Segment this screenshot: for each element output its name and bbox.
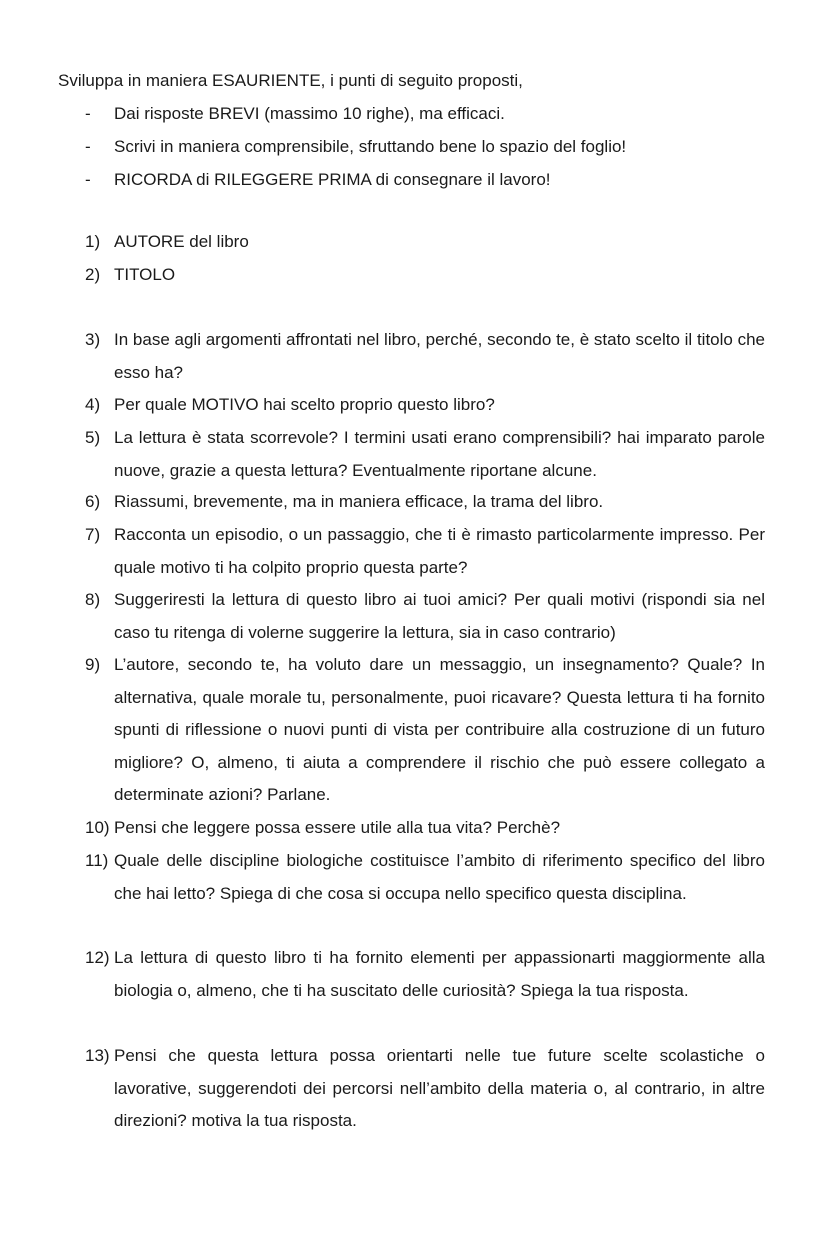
- question-item: [85, 329, 765, 394]
- instruction-item: [85, 103, 626, 136]
- question-number: 13): [85, 1046, 110, 1065]
- question-number: 2): [85, 265, 101, 284]
- question-number: 9): [85, 655, 101, 674]
- question-number: 1): [85, 232, 101, 251]
- question-item: [85, 589, 765, 654]
- question-number: 7): [85, 525, 101, 544]
- question-number: 11): [85, 851, 109, 870]
- question-number: 6): [85, 492, 101, 511]
- instruction-text: RICORDA di RILEGGERE PRIMA di consegnare il lavoro!: [114, 170, 551, 189]
- instruction-text: Dai risposte BREVI (massimo 10 righe), ma efficaci.: [114, 104, 505, 123]
- question-item: [85, 850, 765, 915]
- question-text: Pensi che questa lettura possa orientarti nelle tue future scelte scolastiche o lavorative, suggerendoti dei percorsi nell’ambito della materia o, al contrario, in altre direzioni? motiva la tua risposta.: [114, 1046, 765, 1131]
- question-number: 5): [85, 428, 101, 447]
- bullet-dash: -: [85, 170, 91, 189]
- question-text: La lettura è stata scorrevole? I termini usati erano comprensibili? hai imparato parole nuove, grazie a questa lettura? Eventualmente riportane alcune.: [114, 428, 765, 480]
- question-number: 4): [85, 395, 101, 414]
- bullet-dash: -: [85, 104, 91, 123]
- question-item: [85, 427, 765, 492]
- question-number: 3): [85, 330, 101, 349]
- question-item: [85, 947, 765, 1012]
- question-text: TITOLO: [114, 265, 176, 284]
- question-item: [85, 654, 765, 817]
- instruction-item: [85, 169, 626, 202]
- instructions-list: [85, 103, 626, 202]
- question-text: Racconta un episodio, o un passaggio, che ti è rimasto particolarmente impresso. Per quale motivo ti ha colpito proprio questa parte?: [114, 525, 765, 577]
- question-item: [85, 264, 765, 297]
- question-text: Per quale MOTIVO hai scelto proprio questo libro?: [114, 395, 495, 414]
- question-number: 10): [85, 818, 110, 837]
- question-text: Quale delle discipline biologiche costituisce l’ambito di riferimento specifico del libro che hai letto? Spiega di che cosa si occupa nello specifico questa disciplina.: [114, 851, 765, 903]
- question-item: [85, 1045, 765, 1143]
- question-text: Suggeriresti la lettura di questo libro ai tuoi amici? Per quali motivi (rispondi sia nel caso tu ritenga di volerne suggerire la lettura, sia in caso contrario): [114, 590, 765, 642]
- question-text: AUTORE del libro: [114, 232, 249, 251]
- question-item: [85, 524, 765, 589]
- question-number: 8): [85, 590, 101, 609]
- question-text: La lettura di questo libro ti ha fornito elementi per appassionarti maggiormente alla biologia o, almeno, che ti ha suscitato delle curiosità? Spiega la tua risposta.: [114, 948, 765, 1000]
- bullet-dash: -: [85, 137, 91, 156]
- instruction-text: Scrivi in maniera comprensibile, sfruttando bene lo spazio del foglio!: [114, 137, 627, 156]
- intro-text: Sviluppa in maniera ESAURIENTE, i punti di seguito proposti,: [58, 71, 523, 90]
- question-text: Pensi che leggere possa essere utile alla tua vita? Perchè?: [114, 818, 561, 837]
- instruction-item: [85, 136, 626, 169]
- question-text: L’autore, secondo te, ha voluto dare un messaggio, un insegnamento? Quale? In alternativa, quale morale tu, personalmente, puoi ricavare? Questa lettura ti ha fornito spunti di riflessione o nuovi punti di vista per contribuire alla costruzione di un futuro migliore? O, almeno, ti aiuta a comprendere il rischio che può essere collegato a determinate azioni? Parlane.: [114, 655, 765, 805]
- question-number: 12): [85, 948, 110, 967]
- question-text: Riassumi, brevemente, ma in maniera efficace, la trama del libro.: [114, 492, 604, 511]
- question-text: In base agli argomenti affrontati nel libro, perché, secondo te, è stato scelto il titolo che esso ha?: [114, 330, 765, 382]
